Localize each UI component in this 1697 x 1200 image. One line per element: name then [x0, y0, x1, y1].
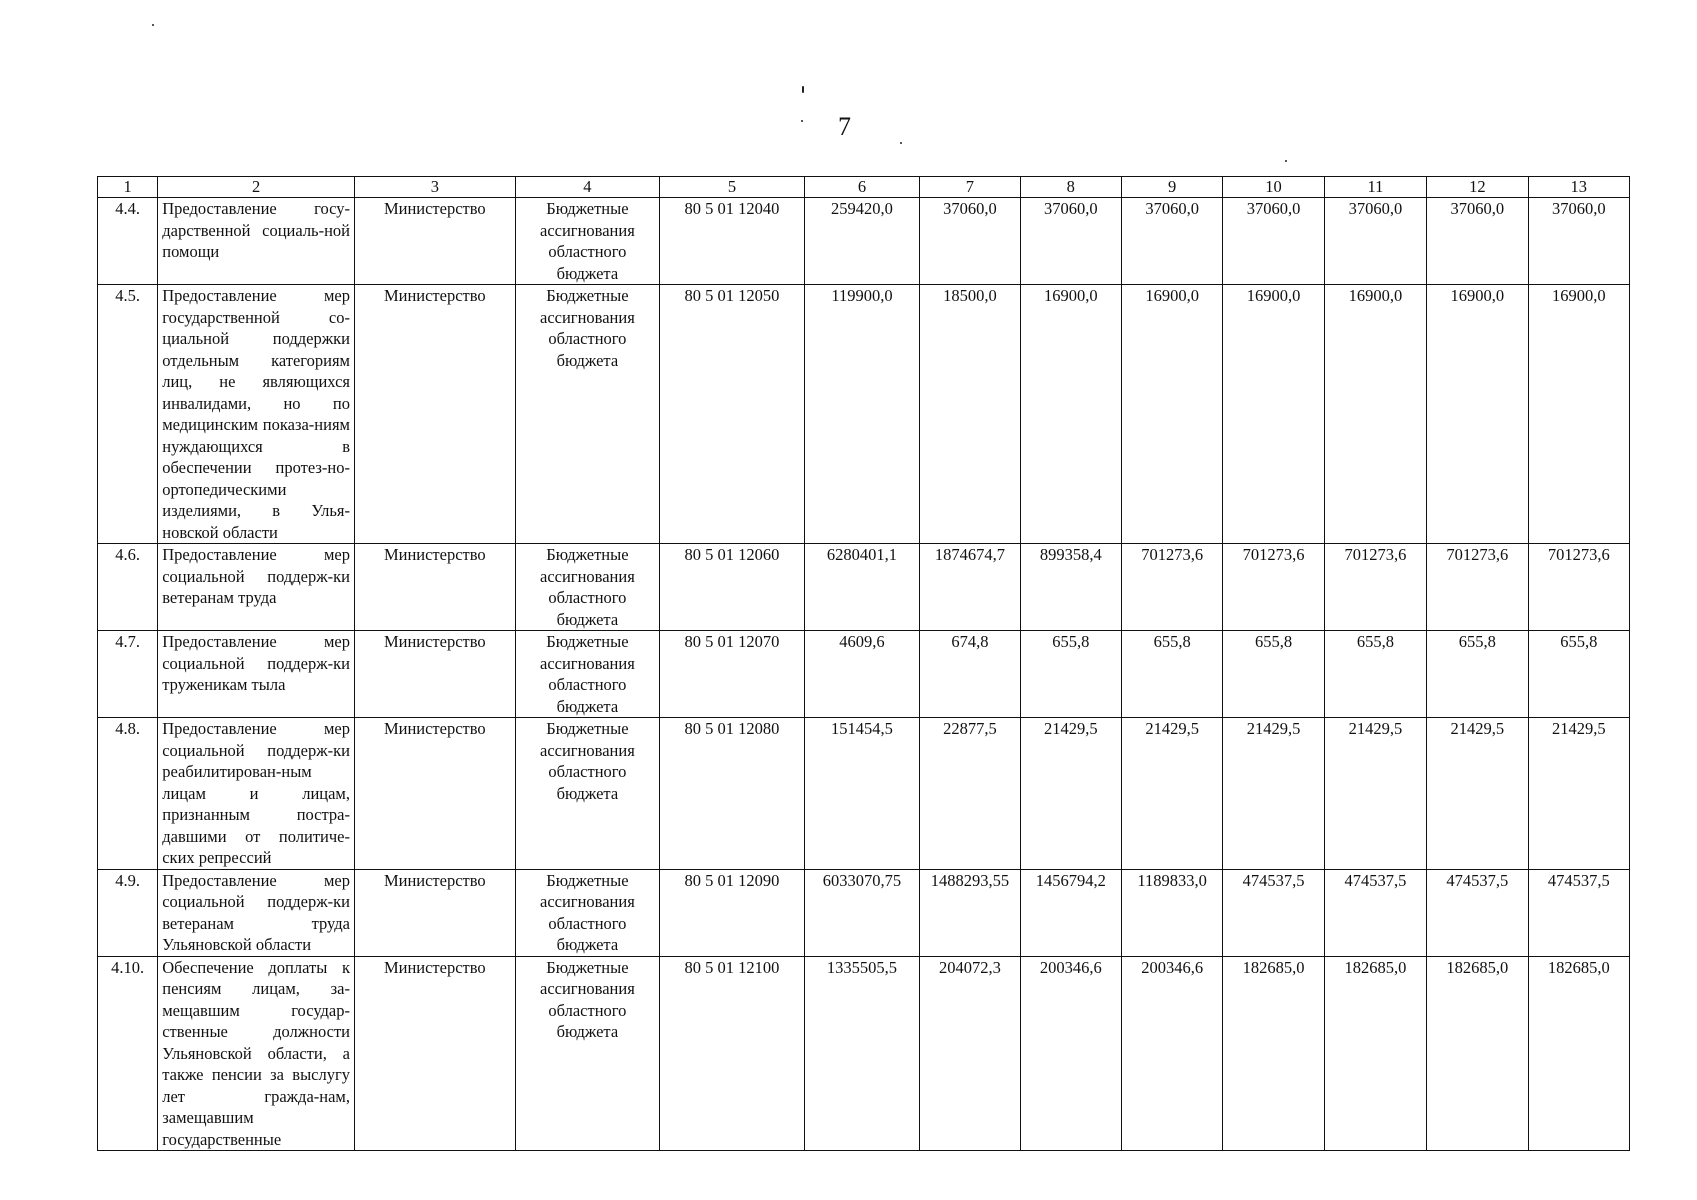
amount-col-7: 18500,0	[920, 285, 1020, 544]
amount-col-12: 182685,0	[1427, 956, 1528, 1151]
funding-source: Бюджетные ассигнования областного бюджета	[515, 285, 660, 544]
header-row	[98, 177, 1630, 198]
amount-col-7: 674,8	[920, 631, 1020, 718]
amount-col-8: 200346,6	[1020, 956, 1121, 1151]
measure-name: Предоставление мер социальной поддерж-ки реабилитирован-ным лицам и лицам, признанным постра-давшими от политиче-ских репрессий	[158, 718, 355, 870]
amount-col-8: 655,8	[1020, 631, 1121, 718]
scan-speck	[802, 86, 804, 93]
column-header-6: 6	[804, 177, 919, 198]
budget-code: 80 5 01 12070	[660, 631, 805, 718]
amount-col-10: 182685,0	[1223, 956, 1324, 1151]
table-row	[98, 198, 1630, 285]
amount-col-11: 16900,0	[1324, 285, 1426, 544]
amount-col-10: 701273,6	[1223, 544, 1324, 631]
table-row	[98, 956, 1630, 1151]
amount-col-7: 22877,5	[920, 718, 1020, 870]
row-number: 4.10.	[98, 956, 158, 1151]
table-row	[98, 544, 1630, 631]
amount-col-7: 204072,3	[920, 956, 1020, 1151]
amount-col-11: 701273,6	[1324, 544, 1426, 631]
amount-col-6: 151454,5	[804, 718, 919, 870]
amount-col-6: 6033070,75	[804, 869, 919, 956]
column-header-4: 4	[515, 177, 660, 198]
table-row	[98, 718, 1630, 870]
amount-col-11: 182685,0	[1324, 956, 1426, 1151]
table-row	[98, 631, 1630, 718]
column-header-12: 12	[1427, 177, 1528, 198]
amount-col-11: 37060,0	[1324, 198, 1426, 285]
budget-code: 80 5 01 12090	[660, 869, 805, 956]
executor: Министерство	[355, 544, 516, 631]
amount-col-9: 37060,0	[1121, 198, 1222, 285]
budget-code: 80 5 01 12050	[660, 285, 805, 544]
measure-name: Обеспечение доплаты к пенсиям лицам, за-мещавшим государ-ственные должности Ульяновской области, а также пенсии за выслугу лет гражда-нам, замещавшим государственные	[158, 956, 355, 1151]
amount-col-7: 1488293,55	[920, 869, 1020, 956]
amount-col-11: 655,8	[1324, 631, 1426, 718]
amount-col-13: 655,8	[1528, 631, 1629, 718]
amount-col-6: 6280401,1	[804, 544, 919, 631]
column-header-13: 13	[1528, 177, 1629, 198]
amount-col-6: 4609,6	[804, 631, 919, 718]
amount-col-12: 474537,5	[1427, 869, 1528, 956]
amount-col-9: 655,8	[1121, 631, 1222, 718]
amount-col-10: 16900,0	[1223, 285, 1324, 544]
amount-col-8: 1456794,2	[1020, 869, 1121, 956]
row-number: 4.6.	[98, 544, 158, 631]
amount-col-13: 21429,5	[1528, 718, 1629, 870]
amount-col-8: 899358,4	[1020, 544, 1121, 631]
amount-col-6: 1335505,5	[804, 956, 919, 1151]
amount-col-8: 16900,0	[1020, 285, 1121, 544]
row-number: 4.8.	[98, 718, 158, 870]
column-header-8: 8	[1020, 177, 1121, 198]
amount-col-12: 655,8	[1427, 631, 1528, 718]
amount-col-11: 474537,5	[1324, 869, 1426, 956]
row-number: 4.7.	[98, 631, 158, 718]
measure-name: Предоставление госу-дарственной социаль-ной помощи	[158, 198, 355, 285]
amount-col-13: 182685,0	[1528, 956, 1629, 1151]
amount-col-8: 21429,5	[1020, 718, 1121, 870]
table-row	[98, 285, 1630, 544]
column-header-2: 2	[158, 177, 355, 198]
amount-col-12: 21429,5	[1427, 718, 1528, 870]
funding-source: Бюджетные ассигнования областного бюджета	[515, 956, 660, 1151]
executor: Министерство	[355, 718, 516, 870]
budget-code: 80 5 01 12040	[660, 198, 805, 285]
measure-name: Предоставление мер социальной поддерж-ки ветеранам труда Ульяновской области	[158, 869, 355, 956]
column-header-11: 11	[1324, 177, 1426, 198]
budget-code: 80 5 01 12060	[660, 544, 805, 631]
budget-table	[97, 176, 1630, 1151]
page-number: 7	[838, 112, 851, 141]
budget-code: 80 5 01 12080	[660, 718, 805, 870]
amount-col-13: 474537,5	[1528, 869, 1629, 956]
row-number: 4.5.	[98, 285, 158, 544]
amount-col-7: 37060,0	[920, 198, 1020, 285]
amount-col-12: 37060,0	[1427, 198, 1528, 285]
executor: Министерство	[355, 631, 516, 718]
row-number: 4.4.	[98, 198, 158, 285]
row-number: 4.9.	[98, 869, 158, 956]
funding-source: Бюджетные ассигнования областного бюджета	[515, 869, 660, 956]
budget-code: 80 5 01 12100	[660, 956, 805, 1151]
amount-col-6: 259420,0	[804, 198, 919, 285]
funding-source: Бюджетные ассигнования областного бюджета	[515, 198, 660, 285]
amount-col-7: 1874674,7	[920, 544, 1020, 631]
amount-col-9: 701273,6	[1121, 544, 1222, 631]
amount-col-9: 21429,5	[1121, 718, 1222, 870]
amount-col-10: 21429,5	[1223, 718, 1324, 870]
amount-col-13: 37060,0	[1528, 198, 1629, 285]
amount-col-10: 474537,5	[1223, 869, 1324, 956]
amount-col-9: 1189833,0	[1121, 869, 1222, 956]
amount-col-8: 37060,0	[1020, 198, 1121, 285]
amount-col-10: 655,8	[1223, 631, 1324, 718]
amount-col-12: 701273,6	[1427, 544, 1528, 631]
amount-col-9: 200346,6	[1121, 956, 1222, 1151]
scan-speck	[900, 142, 902, 144]
column-header-7: 7	[920, 177, 1020, 198]
amount-col-13: 701273,6	[1528, 544, 1629, 631]
table-row	[98, 869, 1630, 956]
executor: Министерство	[355, 869, 516, 956]
scan-speck	[1285, 160, 1287, 162]
executor: Министерство	[355, 956, 516, 1151]
executor: Министерство	[355, 285, 516, 544]
amount-col-9: 16900,0	[1121, 285, 1222, 544]
measure-name: Предоставление мер государственной со-циальной поддержки отдельным категориям лиц, не являющихся инвалидами, но по медицинским показа-ниям нуждающихся в обеспечении протез-но-ортопедическими изделиями, в Улья-новской области	[158, 285, 355, 544]
funding-source: Бюджетные ассигнования областного бюджета	[515, 544, 660, 631]
amount-col-13: 16900,0	[1528, 285, 1629, 544]
amount-col-10: 37060,0	[1223, 198, 1324, 285]
column-header-10: 10	[1223, 177, 1324, 198]
amount-col-11: 21429,5	[1324, 718, 1426, 870]
column-header-9: 9	[1121, 177, 1222, 198]
amount-col-6: 119900,0	[804, 285, 919, 544]
funding-source: Бюджетные ассигнования областного бюджета	[515, 718, 660, 870]
column-header-3: 3	[355, 177, 516, 198]
funding-source: Бюджетные ассигнования областного бюджета	[515, 631, 660, 718]
measure-name: Предоставление мер социальной поддерж-ки ветеранам труда	[158, 544, 355, 631]
scan-speck	[152, 24, 154, 26]
column-header-1: 1	[98, 177, 158, 198]
column-header-5: 5	[660, 177, 805, 198]
executor: Министерство	[355, 198, 516, 285]
measure-name: Предоставление мер социальной поддерж-ки труженикам тыла	[158, 631, 355, 718]
amount-col-12: 16900,0	[1427, 285, 1528, 544]
scan-speck	[801, 120, 803, 122]
